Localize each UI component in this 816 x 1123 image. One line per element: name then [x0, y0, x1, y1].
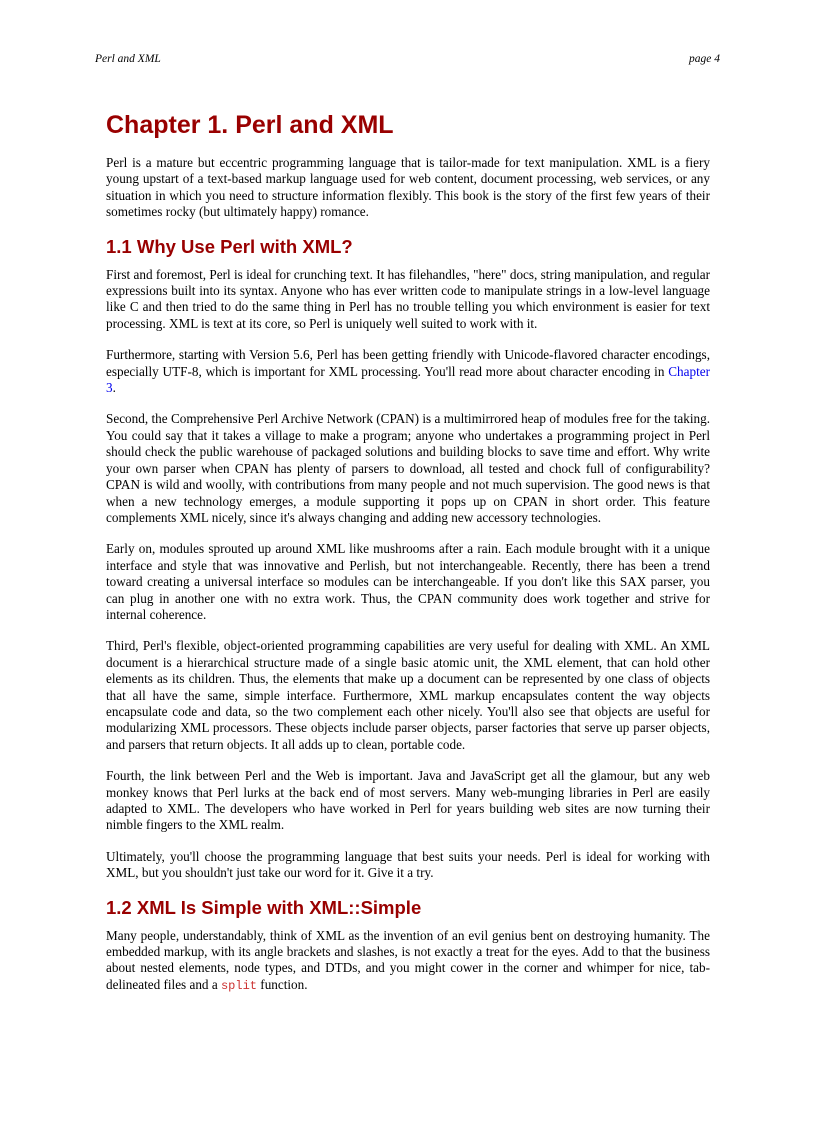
split-code: split: [220, 978, 257, 993]
paragraph-text-crunching: First and foremost, Perl is ideal for crunching text. It has filehandles, "here" docs, string manipulation, and regular expressions built into its syntax. Anyone who has ever written code to manipulate strings in a low-level language like C and then tried to do the same thing in Perl has no trouble telling you which environment is easier for text processing. XML is text at its core, so Perl is uniquely well suited to work with it.: [106, 266, 710, 331]
chapter-intro-paragraph: Perl is a mature but eccentric programming language that is tailor-made for text manipulation. XML is a fiery young upstart of a text-based markup language used for web content, document processing, web services, or any situation in which you need to structure information flexibly. This book is the story of the first few years of their sometimes rocky (but ultimately happy) romance.: [106, 155, 710, 220]
paragraph-web: Fourth, the link between Perl and the Web is important. Java and JavaScript get all the glamour, but any web monkey knows that Perl lurks at the back end of most servers. Many web-munging libraries in Perl are easily adapted to XML. The developers who have worked in Perl for years building web sites are now turning their nimble fingers to the XML realm.: [106, 768, 710, 833]
paragraph-unicode: [106, 347, 710, 396]
paragraph-ultimately: Ultimately, you'll choose the programming language that best suits your needs. Perl is ideal for working with XML, but you shouldn't just take our word for it. Give it a try.: [106, 848, 710, 881]
paragraph-unicode-text: Furthermore, starting with Version 5.6, Perl has been getting friendly with Unicode-flavored character encodings, especially UTF-8, which is important for XML processing. You'll read more about character encoding in: [106, 347, 710, 379]
paragraph-unicode-end: .: [112, 380, 116, 396]
paragraph-evil-genius-end: function.: [257, 976, 308, 992]
header-book-title: Perl and XML: [95, 53, 161, 65]
chapter-title: Chapter 1. Perl and XML: [106, 111, 394, 139]
paragraph-modules: Early on, modules sprouted up around XML like mushrooms after a rain. Each module brought with it a unique interface and style that was innovative and Perlish, but not interchangeable. Recently, there has been a trend toward creating a universal interface so modules can be interchangeable. If you don't like this SAX parser, you can plug in another one with no extra work. Thus, the CPAN community does work together and strive for internal coherence.: [106, 541, 710, 622]
section-heading-why-perl: 1.1 Why Use Perl with XML?: [106, 235, 353, 257]
chapter-3-link[interactable]: Chapter 3: [106, 363, 710, 396]
header-page-number: page 4: [689, 53, 720, 65]
page-content: [106, 110, 710, 1009]
paragraph-evil-genius: [106, 928, 710, 995]
section-heading-xml-simple: 1.2 XML Is Simple with XML::Simple: [106, 896, 422, 918]
paragraph-evil-genius-text: Many people, understandably, think of XML as the invention of an evil genius bent on destroying humanity. The embedded markup, with its angle brackets and slashes, is not exactly a treat for the eyes. Add to that the business about nested elements, node types, and DTDs, and you might cower in the corner and whimper for nice, tab-delineated files and a: [106, 927, 710, 992]
paragraph-cpan: Second, the Comprehensive Perl Archive Network (CPAN) is a multimirrored heap of modules free for the taking. You could say that it takes a village to make a program; anyone who undertakes a programming project in Perl should check the public warehouse of packaged solutions and building blocks to save time and effort. Why write your own parser when CPAN has plenty of parsers to download, all tested and chock full of configurability? CPAN is wild and woolly, with contributions from many people and not much supervision. The good news is that when a new technology emerges, a module supporting it pops up on CPAN in short order. This feature complements XML nicely, since it's always changing and adding new accessory technologies.: [106, 411, 710, 525]
paragraph-object-oriented: Third, Perl's flexible, object-oriented programming capabilities are very useful for dealing with XML. An XML document is a hierarchical structure made of a single basic atomic unit, the XML element, that can hold other elements as its children. Thus, the elements that make up a document can be represented by one class of objects that all have the same, simple interface. Furthermore, XML markup encapsulates content the way objects encapsulate code and data, so the two complement each other nicely. You'll also see that objects are useful for modularizing XML processors. These objects include parser objects, parser factories that serve up parser objects, and parsers that return objects. It all adds up to clean, portable code.: [106, 638, 710, 752]
